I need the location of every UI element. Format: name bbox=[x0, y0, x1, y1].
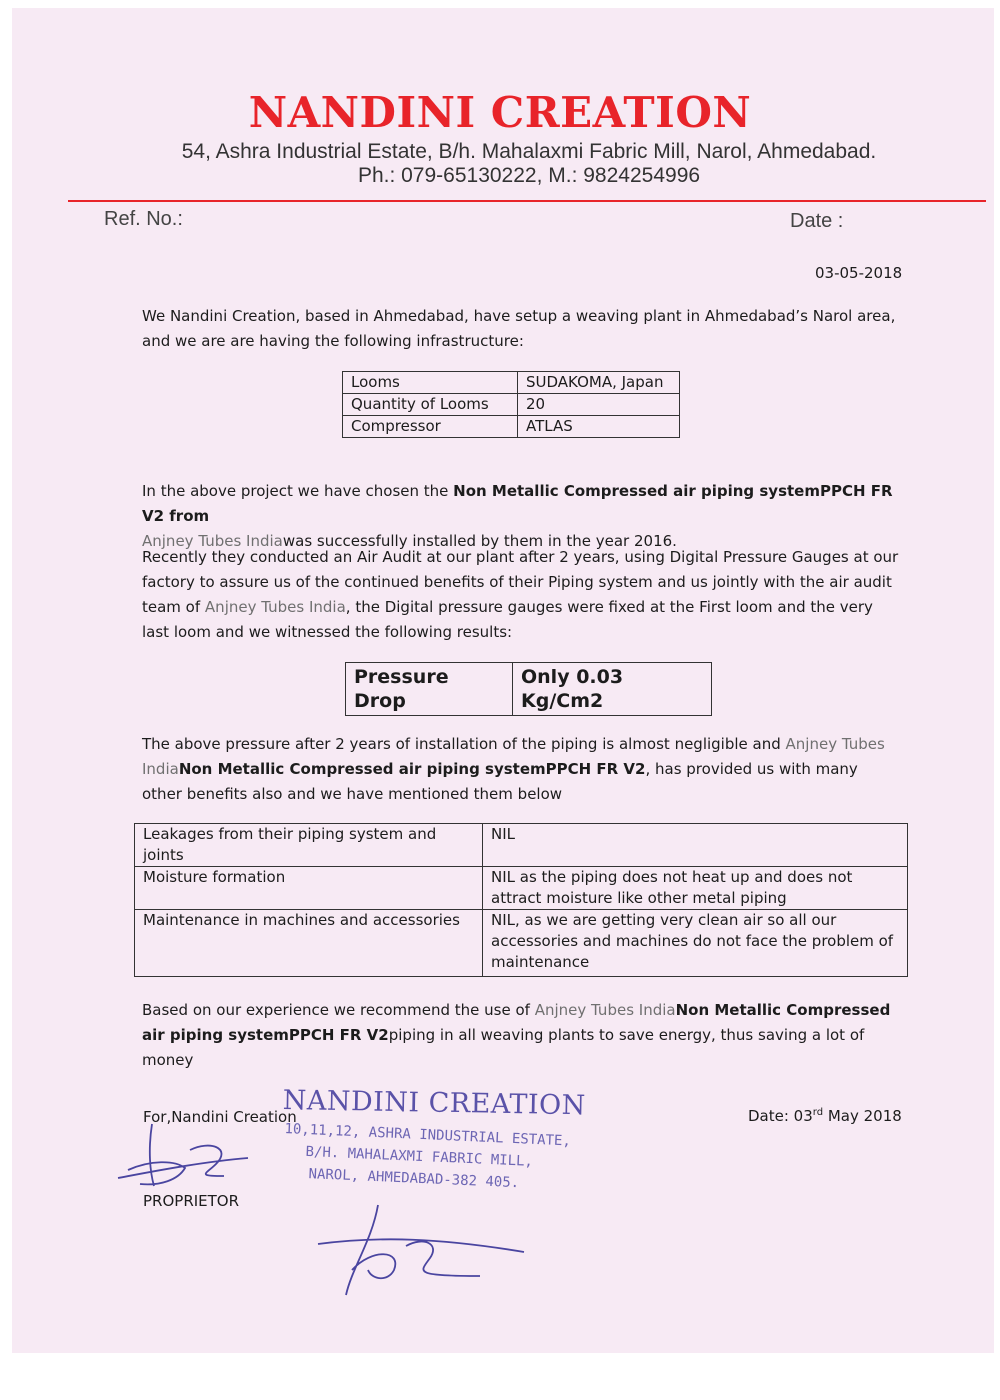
signature-date: Date: 03rd May 2018 bbox=[748, 1107, 902, 1125]
date-label: Date : bbox=[790, 210, 844, 232]
table-row: Moisture formation NIL as the piping does not heat up and does not attract moisture like other metal piping bbox=[135, 867, 908, 910]
table-row: Compressor ATLAS bbox=[343, 416, 680, 438]
table-row: Looms SUDAKOMA, Japan bbox=[343, 372, 680, 394]
table-row: Maintenance in machines and accessories NIL, as we are getting very clean air so all our accessories and machines do not face the problem of maintenance bbox=[135, 910, 908, 977]
proprietor-label: PROPRIETOR bbox=[143, 1192, 240, 1210]
infrastructure-table bbox=[342, 371, 680, 438]
company-stamp-address: 10,11,12, ASHRA INDUSTRIAL ESTATE, B/H. MAHALAXMI FABRIC MILL, NAROL, AHMEDABAD-382 405. bbox=[284, 1120, 572, 1192]
company-name: NANDINI CREATION bbox=[248, 88, 752, 137]
company-phone: Ph.: 079-65130222, M.: 9824254996 bbox=[357, 164, 701, 187]
letterhead-divider bbox=[68, 200, 986, 202]
project-paragraph: In the above project we have chosen the Non Metallic Compressed air piping systemPPCH FR V2 from Anjney Tubes Indiawas successfully installed by them in the year 2016. bbox=[142, 482, 893, 550]
recommendation-paragraph: Based on our experience we recommend the use of Anjney Tubes IndiaNon Metallic Compressed air piping systemPPCH FR V2piping in all weaving plants to save energy, thus saving a lot of money bbox=[142, 1001, 891, 1069]
ref-no-label: Ref. No.: bbox=[104, 208, 183, 230]
intro-paragraph: We Nandini Creation, based in Ahmedabad, have setup a weaving plant in Ahmedabad’s Narol area, and we are are having the following infrastructure: bbox=[142, 307, 896, 350]
table-row: Quantity of Looms 20 bbox=[343, 394, 680, 416]
benefits-paragraph: The above pressure after 2 years of installation of the piping is almost negligible and Anjney Tubes IndiaNon Metallic Compressed air piping systemPPCH FR V2, has provided us with many other benefits also and we have mentioned them below bbox=[142, 735, 885, 803]
company-stamp-name: NANDINI CREATION bbox=[282, 1085, 587, 1122]
pressure-drop-table bbox=[345, 662, 712, 716]
table-row: Leakages from their piping system and joints NIL bbox=[135, 824, 908, 867]
letter-date: 03-05-2018 bbox=[815, 264, 903, 282]
company-address: 54, Ashra Industrial Estate, B/h. Mahalaxmi Fabric Mill, Narol, Ahmedabad. bbox=[181, 140, 877, 163]
benefits-table bbox=[134, 823, 908, 977]
for-company-line: For,Nandini Creation bbox=[143, 1108, 297, 1126]
audit-paragraph: Recently they conducted an Air Audit at our plant after 2 years, using Digital Pressure Gauges at our factory to assure us of the continued benefits of their Piping system and us jointly with the air audit team of Anjney Tubes India, the Digital pressure gauges were fixed at the First loom and the very last loom and we witnessed the following results: bbox=[142, 548, 899, 641]
table-row: Pressure Drop Only 0.03 Kg/Cm2 bbox=[346, 663, 712, 716]
